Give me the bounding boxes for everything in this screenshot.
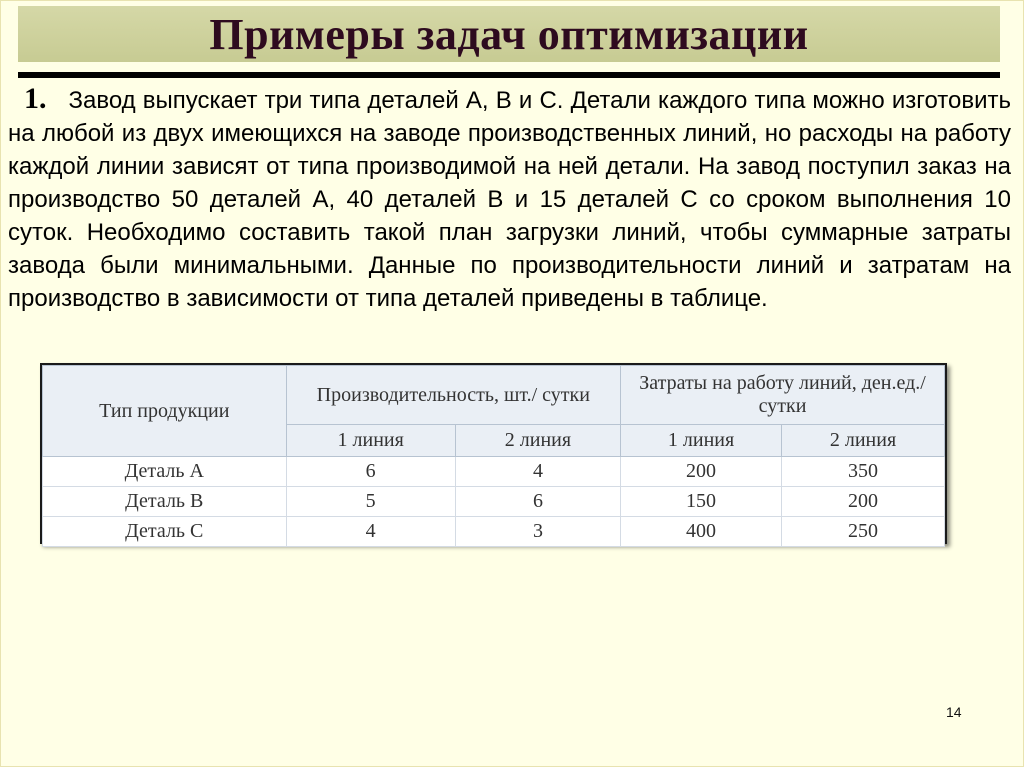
title-bar [18, 6, 1000, 62]
subheader-cost-line-1: 1 линия [621, 425, 782, 457]
slide-title: Примеры задач оптимизации [209, 9, 809, 59]
cell-cost-line-2: 350 [782, 457, 945, 487]
subheader-prod-line-2: 2 линия [455, 425, 620, 457]
problem-paragraph [8, 82, 1011, 315]
subheader-prod-line-1: 1 линия [286, 425, 455, 457]
table-row [43, 517, 945, 547]
cell-prod-line-1: 5 [286, 487, 455, 517]
table-row [43, 457, 945, 487]
task-number: 1. [24, 82, 47, 115]
data-table-frame [40, 363, 947, 544]
header-productivity: Производительность, шт./ сутки [286, 366, 621, 425]
table-row [43, 487, 945, 517]
cell-prod-line-2: 6 [455, 487, 620, 517]
cell-prod-line-2: 4 [455, 457, 620, 487]
data-table [42, 365, 945, 547]
cell-cost-line-2: 250 [782, 517, 945, 547]
problem-text: Завод выпускает три типа деталей А, В и С. Детали каждого типа можно изготовить на любой из двух имеющихся на заводе производственных линий, но расходы на работу каждой линии зависят от типа производимой на ней детали. На завод поступил заказ на производство 50 деталей А, 40 деталей В и 15 деталей С со сроком выполнения 10 суток. Необходимо составить такой план загрузки линий, чтобы суммарные затраты завода были минимальными. Данные по производительности линий и затратам на производство в зависимости от типа деталей приведены в таблице. [8, 87, 1011, 312]
header-product-type: Тип продукции [43, 366, 287, 457]
cell-cost-line-1: 200 [621, 457, 782, 487]
cell-product: Деталь С [43, 517, 287, 547]
subheader-cost-line-2: 2 линия [782, 425, 945, 457]
cell-product: Деталь А [43, 457, 287, 487]
cell-prod-line-1: 4 [286, 517, 455, 547]
cell-cost-line-2: 200 [782, 487, 945, 517]
title-divider [18, 72, 1000, 78]
cell-cost-line-1: 400 [621, 517, 782, 547]
cell-prod-line-1: 6 [286, 457, 455, 487]
header-costs: Затраты на работу линий, ден.ед./сутки [621, 366, 945, 425]
cell-prod-line-2: 3 [455, 517, 620, 547]
cell-cost-line-1: 150 [621, 487, 782, 517]
cell-product: Деталь В [43, 487, 287, 517]
page-number: 14 [946, 704, 962, 720]
